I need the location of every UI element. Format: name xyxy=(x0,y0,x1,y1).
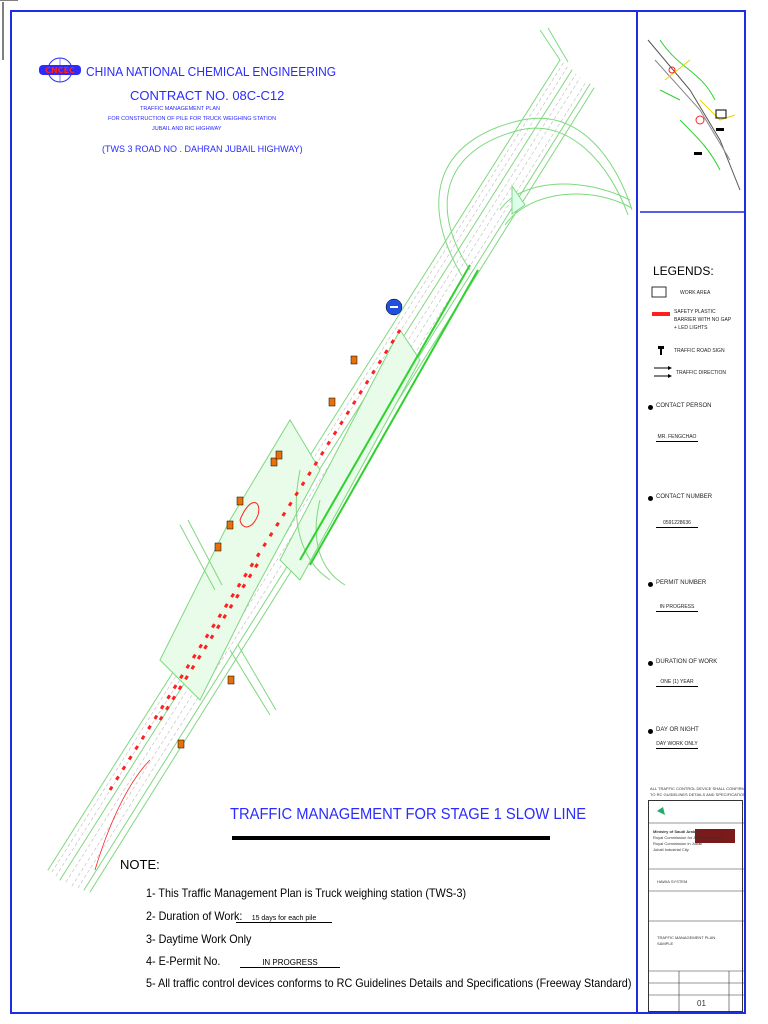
ministry-line-3: Royal Commission in Jubail xyxy=(653,841,703,846)
legend-direction: TRAFFIC DIRECTION xyxy=(676,370,726,376)
note-item-1: 1- This Traffic Management Plan is Truck weighing station (TWS-3) xyxy=(146,886,467,900)
sign-marker xyxy=(276,451,282,459)
legend-title: LEGENDS: xyxy=(653,264,714,278)
work-area-legend-box xyxy=(652,287,666,297)
work-area xyxy=(160,330,420,700)
plan-value: TRAFFIC MANAGEMENT PLAN xyxy=(657,935,716,940)
title-underline xyxy=(232,836,550,840)
contact-person-value: MR. FENGCHAO xyxy=(657,434,697,440)
plan-subtitle-2: FOR CONSTRUCTION OF PILE FOR TRUCK WEIGHING STATION xyxy=(108,116,277,122)
sign-marker xyxy=(329,398,335,406)
sign-marker xyxy=(215,543,221,551)
drawing-title: TRAFFIC MANAGEMENT FOR STAGE 1 SLOW LINE xyxy=(230,806,587,823)
contact-person-label: CONTACT PERSON xyxy=(656,403,712,409)
contact-number-label: CONTACT NUMBER xyxy=(656,494,713,500)
legend-barrier-3: + LED LIGHTS xyxy=(674,325,708,331)
bullet-icon xyxy=(648,661,653,666)
contract-number: CONTRACT NO. 08C-C12 xyxy=(130,88,285,103)
plan-subtitle-3: JUBAIL AND RIC HIGHWAY xyxy=(152,126,222,132)
note-item-2: 2- Duration of Work: xyxy=(146,909,243,923)
sheet-number: 01 xyxy=(697,999,706,1008)
system-value: HAWIA SYSTEM xyxy=(657,879,688,884)
interchange-ramps xyxy=(439,28,632,276)
sign-marker xyxy=(227,521,233,529)
sign-marker xyxy=(237,497,243,505)
sign-marker xyxy=(178,740,184,748)
road-sign-legend-icon xyxy=(660,349,662,355)
highway xyxy=(48,60,594,892)
contact-number-value: 0591228636 xyxy=(656,520,698,528)
note-item-2-value: 15 days for each pile xyxy=(236,915,332,923)
plan-subtitle-1: TRAFFIC MANAGEMENT PLAN xyxy=(140,106,220,112)
day-night-label: DAY OR NIGHT xyxy=(656,727,699,733)
title-block xyxy=(648,800,743,1012)
bullet-icon xyxy=(648,582,653,587)
legend-road-sign: TRAFFIC ROAD SIGN xyxy=(674,348,725,354)
traffic-direction-icon xyxy=(668,374,672,378)
duration-label: DURATION OF WORK xyxy=(656,659,718,665)
company-logo xyxy=(38,56,82,86)
compliance-note-1: ALL TRAFFIC CONTROL DEVICE SHALL CONFIRM xyxy=(650,786,745,791)
day-night-value: DAY WORK ONLY xyxy=(656,741,698,747)
bullet-icon xyxy=(648,405,653,410)
sign-marker xyxy=(351,356,357,364)
permit-number-label: PERMIT NUMBER xyxy=(656,580,707,586)
duration-value: ONE (1) YEAR xyxy=(656,679,698,687)
note-item-3: 3- Daytime Work Only xyxy=(146,932,252,946)
legend-barrier-1: SAFETY PLASTIC xyxy=(674,309,716,315)
bullet-icon xyxy=(648,496,653,501)
logo-text: CNCEC xyxy=(45,66,75,75)
note-item-4: 4- E-Permit No. xyxy=(146,954,221,968)
road-name: (TWS 3 ROAD NO . DAHRAN JUBAIL HIGHWAY) xyxy=(102,144,303,154)
key-map xyxy=(648,40,740,190)
sign-marker xyxy=(228,676,234,684)
permit-number-value: IN PROGRESS xyxy=(656,604,698,612)
legend-work-area: WORK AREA xyxy=(680,290,711,296)
company-name: CHINA NATIONAL CHEMICAL ENGINEERING xyxy=(86,64,337,79)
ministry-line-4: Jubail Industrial City xyxy=(653,847,689,852)
ministry-line-2: Royal Commission for Jubail and Yanbu xyxy=(653,835,724,840)
compliance-note-2: TO RC GUIDELINES DETAILS AND SPECIFICATION xyxy=(650,792,747,797)
note-item-4-value: IN PROGRESS xyxy=(240,958,340,968)
bullet-icon xyxy=(648,729,653,734)
notes-heading: NOTE: xyxy=(120,857,160,872)
plan-value-2: SAMPLE xyxy=(657,941,674,946)
ministry-line-1: Ministry of Saudi Arabia xyxy=(653,829,699,834)
note-item-5: 5- All traffic control devices conforms to RC Guidelines Details and Specifications (Freeway Standard) xyxy=(146,976,632,990)
legend-barrier-2: BARRIER WITH NO GAP xyxy=(674,317,732,323)
red-boundary-line xyxy=(95,760,150,870)
barrier-legend-swatch xyxy=(652,312,670,316)
